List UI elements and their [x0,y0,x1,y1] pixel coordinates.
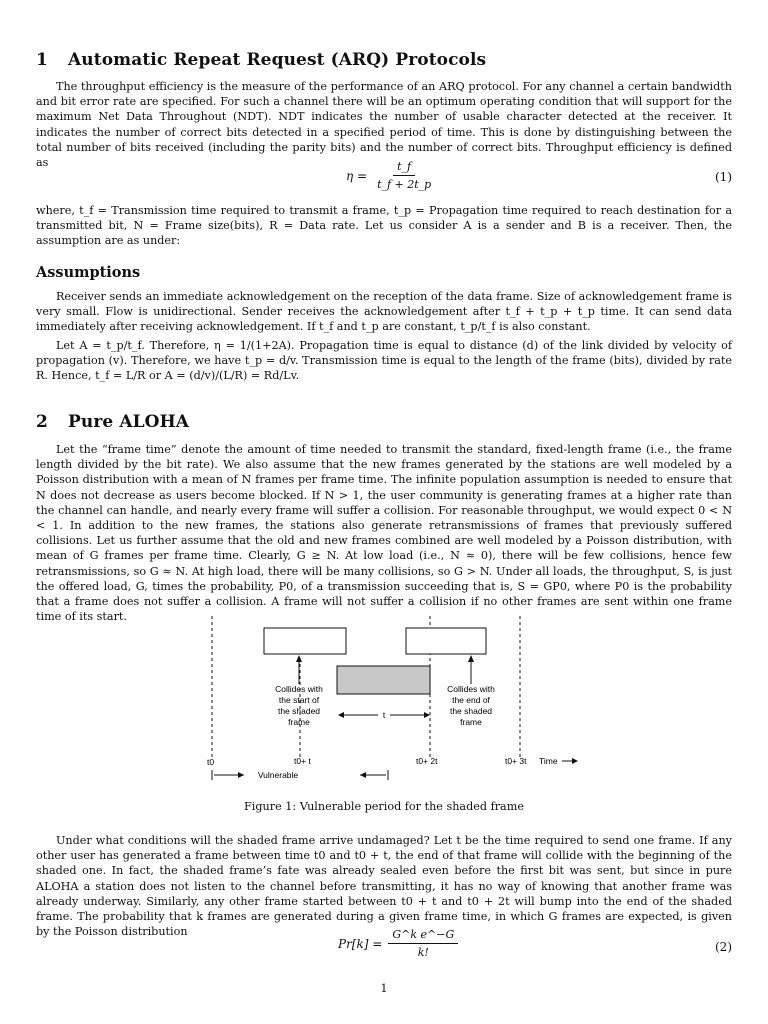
section-title: Pure ALOHA [68,412,190,432]
right-collision-label-line-1: Collides with [447,684,495,694]
section-title: Automatic Repeat Request (ARQ) Protocols [68,50,487,70]
assumptions-heading: Assumptions [36,264,141,281]
vulnerable-arrow-right [360,772,366,778]
section-2-paragraph-1: Let the “frame time” denote the amount of time needed to transmit the standard, fixed-length frame (i.e., the frame length divided by the bit rate). We also assume that the new frames generated by the stations are well modeled by a Poisson distribution with a mean of N frames per frame time. The infinite population assumption is needed to ensure that N does not decrease as users become blocked. If N > 1, the user community is generating frames at a higher rate than the channel can handle, and nearly every frame will suffer a collision. For reasonable throughput, we would expect 0 < N < 1. In addition to the new frames, the stations also generate retransmissions of frames that previously suffered collisions. Let us further assume that the old and new frames combined are well modeled by a Poisson distribution, with mean of G frames per frame time. Clearly, G ≥ N. At low load (i.e., N ≈ 0), there will be few collisions, hence few retransmissions, so G ≈ N. At high load, there will be many collisions, so G > N. Under all loads, the throughput, S, is just the offered load, G, times the probability, P0, of a transmission succeeding that is, S = GP0, where P0 is the probability that a frame does not suffer a collision. A frame will not suffer a collision if no other frames are sent within one frame time of its start. [36,443,732,624]
section-number: 2 [36,412,48,432]
right-collision-label-line-3: the shaded [449,706,493,716]
assumptions-paragraph-1: Receiver sends an immediate acknowledgement on the reception of the data frame. Size of acknowledgement frame is very small. Flow is unidirectional. Sender receives the acknowledgement after t_f + t_p + t_p time. It can send data immediately after receiving acknowledgement. If t_f and t_p are constant, t_p/t_f is also constant. [36,290,732,334]
t-span-label: t [382,710,386,720]
section-1-where: where, t_f = Transmission time required to transmit a frame, t_p = Propagation time required to reach destination for a transmitted bit, N = Frame size(bits), R = Data rate. Let us consider A is a sender and B is a receiver. Then, the assumption are as under: [36,204,732,248]
left-collision-label-line-4: frame [288,717,310,727]
section-2-heading [36,412,189,432]
section-2-paragraph-2: Under what conditions will the shaded frame arrive undamaged? Let t be the time required to send one frame. If any other user has generated a frame between time t0 and t0 + t, the end of that frame will collide with the beginning of the shaded one. In fact, the shaded frame’s fate was already sealed even before the first bit was sent, but since in pure ALOHA a station does not listen to the channel before transmitting, it has no way of knowing that another frame was already underway. Similarly, any other frame started between t0 + t and t0 + 2t will bump into the end of the shaded frame. The probability that k frames are generated during a given frame time, in which G frames are expected, is given by the Poisson distribution [36,834,732,939]
section-1-heading [36,50,486,70]
eq2-denominator: k! [417,946,429,959]
assumptions-paragraph-2: Let A = t_p/t_f. Therefore, η = 1/(1+2A). Propagation time is equal to distance (d) of the link divided by velocity of propagation (v). Therefore, we have t_p = d/v. Transmission time is equal to the length of the frame (bits), divided by rate R. Hence, t_f = L/R or A = (d/v)/(L/R) = Rd/Lv. [36,339,732,383]
time-axis-arrow-head [572,758,578,764]
colliding-frame-start [264,628,346,654]
eq2-numerator: G^k e^−G [388,928,458,944]
tick-t0: t0 [207,757,215,767]
section-1-intro: The throughput efficiency is the measure of the performance of an ARQ protocol. For any channel a certain bandwidth and bit error rate are specified. For such a channel there will be an optimum operating condition that will support for the maximum Net Data Throughout (NDT). NDT indicates the number of usable character detected at the receiver. It indicates the number of correct bits detected in a specified period of time. This is done by distinguishing between the total number of bits received (including the parity bits) and the number of correct bits. Throughput efficiency is defined as [36,80,732,170]
vulnerable-arrow-left [238,772,244,778]
right-collision-label-line-2: the end of [452,695,490,705]
vulnerable-period-figure [200,612,580,784]
left-arrow-head [296,655,302,662]
tick-t0-plus-t: t0+ t [294,756,311,766]
tick-t0-plus-3t: t0+ 3t [505,756,527,766]
eq1-numerator: t_f [393,160,415,176]
eq2-label: (2) [715,940,732,954]
right-arrow-head [468,655,474,662]
time-axis-label: Time [539,756,558,766]
eq1-fraction [373,160,435,191]
page-number: 1 [380,982,388,995]
figure-caption: Figure 1: Vulnerable period for the shaded frame [244,800,524,813]
vulnerable-label: Vulnerable [257,770,299,780]
eq1-lhs: η = [346,168,368,183]
t-span-arrow-left [338,712,344,718]
colliding-frame-end [406,628,486,654]
equation-1 [36,160,732,200]
left-collision-label-line-3: the shaded [277,706,321,716]
t-span-arrow-right [424,712,430,718]
right-collision-label-line-4: frame [460,717,482,727]
eq1-denominator: t_f + 2t_p [377,178,432,191]
left-collision-label-line-1: Collides with [275,684,323,694]
section-number: 1 [36,50,48,70]
equation-2 [36,928,732,968]
eq2-fraction [388,928,458,959]
eq1-label: (1) [715,170,732,184]
eq2-lhs: Pr[k] = [338,936,383,951]
tick-t0-plus-2t: t0+ 2t [416,756,438,766]
shaded-frame [337,666,430,694]
left-collision-label-line-2: the start of [278,695,320,705]
